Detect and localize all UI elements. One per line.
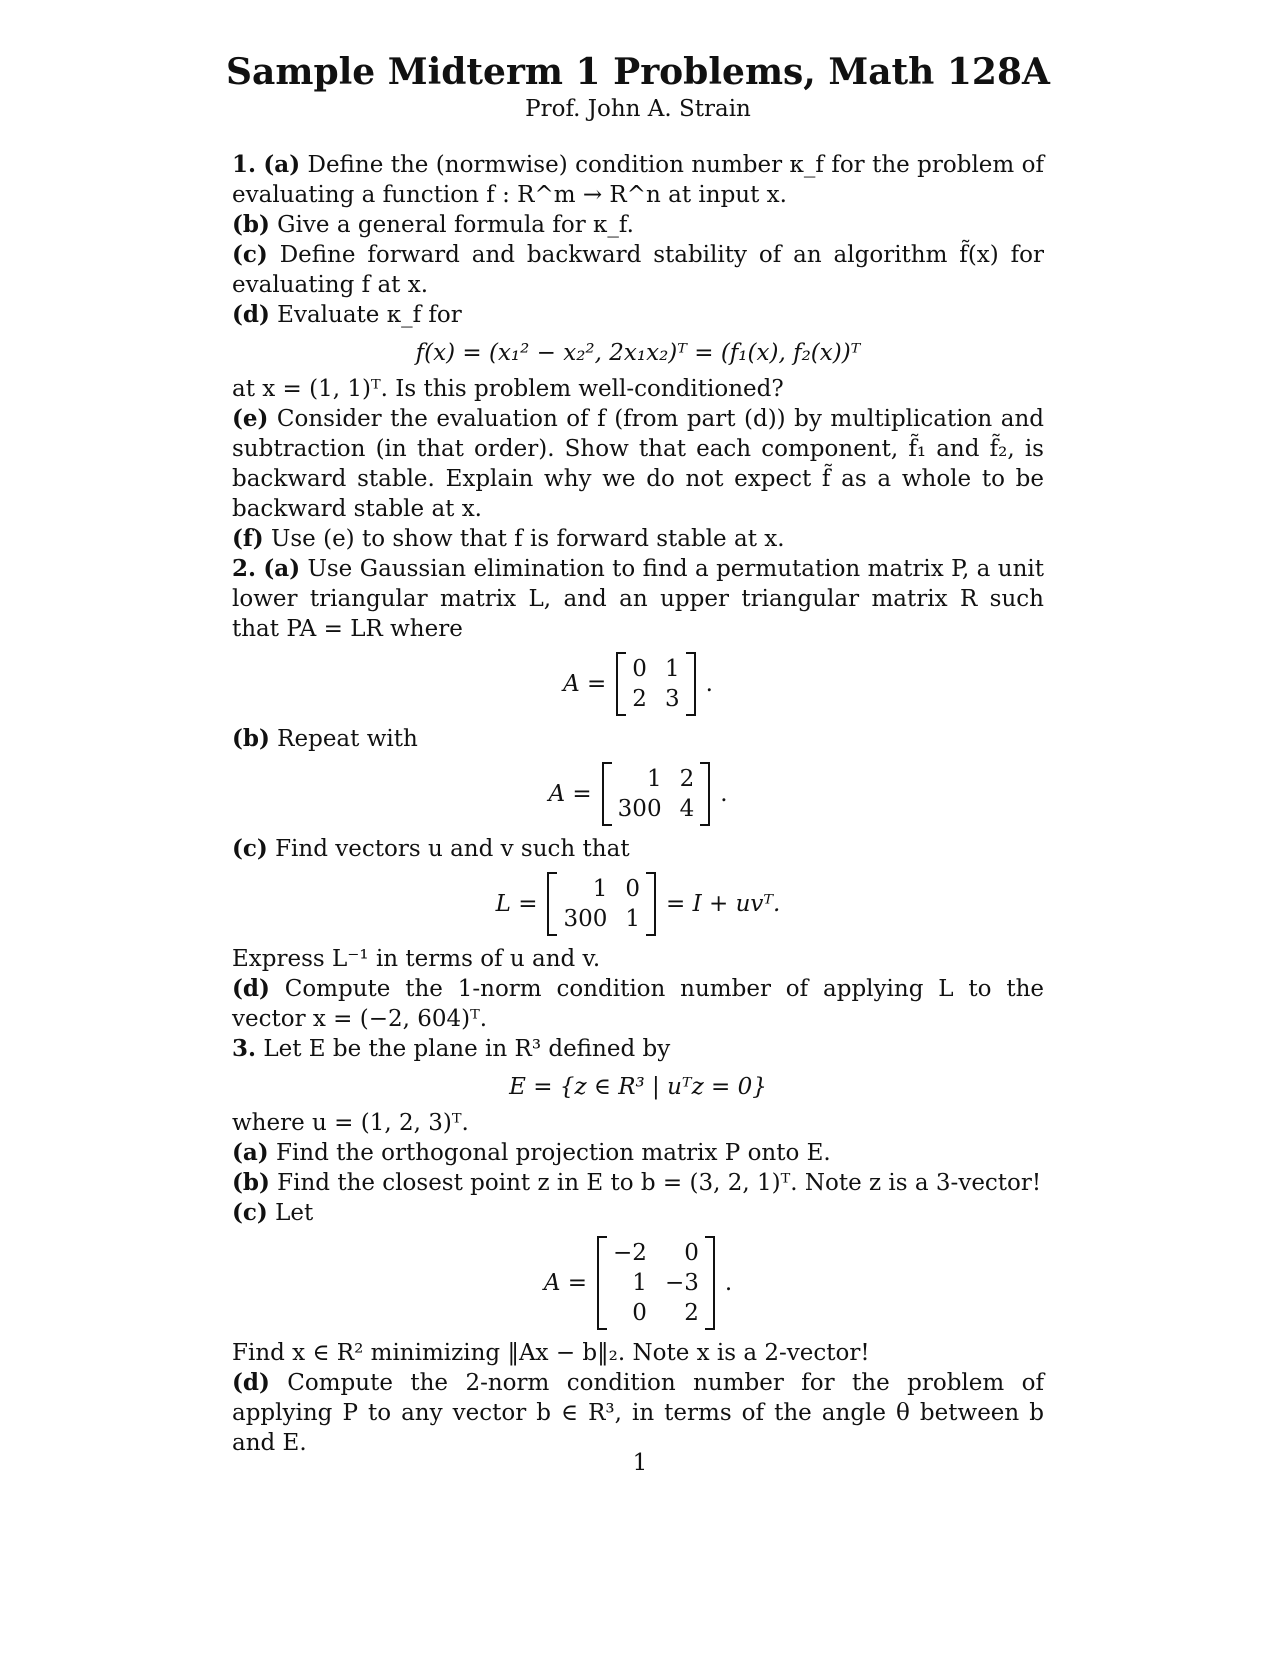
part-label: (b) [232, 1169, 270, 1196]
right-bracket [646, 872, 656, 936]
matrix-cell: 1 [632, 1270, 647, 1296]
problem-2c-continued: Express L⁻¹ in terms of u and v. [232, 946, 601, 972]
part-label: (a) [263, 151, 301, 178]
left-bracket [547, 872, 557, 936]
display-equation: E = {z ∈ R³ | uᵀz = 0} [509, 1074, 767, 1100]
matrix-cell: 1 [592, 876, 608, 902]
problem-1c [232, 240, 1044, 300]
part-text: Let E be the plane in R³ defined by [263, 1036, 671, 1062]
part-text: Find the closest point z in E to b = (3, 2, 1)ᵀ. Note z is a 3-vector! [277, 1170, 1042, 1196]
matrix-cell: 1 [646, 766, 662, 792]
left-bracket [616, 652, 626, 716]
left-bracket [602, 762, 612, 826]
matrix-cell: 3 [664, 686, 680, 712]
matrix-lhs: L = [495, 891, 538, 917]
problem-1d [232, 300, 1044, 330]
part-text: Use Gaussian elimination to find a permutation matrix P, a unit lower triangular matrix L, and an upper triangular matrix R such that PA = LR where [232, 556, 1044, 642]
matrix-cells [626, 652, 685, 716]
problem-3d [232, 1368, 1044, 1458]
matrix-cell: 0 [684, 1240, 699, 1266]
matrix-cell: 2 [684, 1300, 699, 1326]
author-line: Prof. John A. Strain [525, 96, 751, 122]
part-text: Use (e) to show that f is forward stable at x. [270, 526, 785, 552]
problem-1-number: 1. [232, 151, 257, 178]
problem-2d [232, 974, 1044, 1034]
problem-3c-continued: Find x ∈ R² minimizing ‖Ax − b‖₂. Note x is a 2-vector! [232, 1340, 870, 1366]
problem-1b [232, 210, 1044, 240]
part-label: (b) [232, 211, 270, 238]
matrix-lhs: A = [563, 671, 607, 697]
matrix-cells [557, 872, 646, 936]
problem-3-number: 3. [232, 1035, 257, 1062]
matrix-cell: 300 [617, 796, 662, 822]
matrix-lhs: A = [543, 1270, 588, 1296]
part-text: Find vectors u and v such that [275, 836, 630, 862]
part-text: Compute the 2-norm condition number for the problem of applying P to any vector b ∈ R³, in terms of the angle θ between b and E. [232, 1370, 1045, 1456]
problem-3c [232, 1198, 1044, 1228]
problem-3-intro [232, 1034, 1044, 1064]
matrix-cell: 0 [632, 656, 647, 682]
right-bracket [705, 1236, 715, 1330]
period: . [724, 1270, 733, 1296]
page-number: 1 [632, 1450, 648, 1476]
part-label: (d) [232, 301, 270, 328]
matrix-cell: 0 [625, 876, 641, 902]
problem-2-number: 2. [232, 555, 257, 582]
matrix-equation [232, 1236, 1044, 1330]
part-text: Let [275, 1200, 314, 1226]
matrix [597, 1236, 715, 1330]
problem-3a [232, 1138, 1044, 1168]
part-text: Repeat with [277, 726, 418, 752]
problem-1d-continued: at x = (1, 1)ᵀ. Is this problem well-conditioned? [232, 376, 784, 402]
part-label: (c) [232, 241, 268, 268]
part-text: Define forward and backward stability of an algorithm f̃(x) for evaluating f at x. [232, 242, 1044, 298]
matrix-cell: 2 [679, 766, 695, 792]
matrix-equation [232, 872, 1044, 936]
left-bracket [597, 1236, 607, 1330]
part-text: Give a general formula for κ_f. [277, 212, 634, 238]
matrix-lhs: A = [548, 781, 592, 807]
problem-2b [232, 724, 1044, 754]
page-title: Sample Midterm 1 Problems, Math 128A [226, 51, 1050, 93]
part-text: Define the (normwise) condition number κ_f for the problem of evaluating a function f : R^m → R^n at input x. [232, 152, 1044, 208]
problem-2a [232, 554, 1044, 644]
part-label: (d) [232, 975, 270, 1002]
part-label: (b) [232, 725, 270, 752]
matrix-rhs: = I + uvᵀ. [666, 891, 781, 917]
part-text: Compute the 1-norm condition number of applying L to the vector x = (−2, 604)ᵀ. [232, 976, 1044, 1032]
problem-3b [232, 1168, 1044, 1198]
matrix-cell: 0 [632, 1300, 647, 1326]
right-bracket [700, 762, 710, 826]
matrix-cell: 2 [632, 686, 647, 712]
problem-1e [232, 404, 1044, 524]
matrix-cell: 1 [625, 906, 641, 932]
problem-3-where: where u = (1, 2, 3)ᵀ. [232, 1110, 469, 1136]
part-label: (e) [232, 405, 269, 432]
matrix-cells [607, 1236, 705, 1330]
part-label: (c) [232, 1199, 268, 1226]
matrix-equation [232, 762, 1044, 826]
part-label: (a) [232, 1139, 269, 1166]
problem-1a [232, 150, 1044, 210]
problem-1f [232, 524, 1044, 554]
part-text: Evaluate κ_f for [277, 302, 462, 328]
period: . [705, 671, 713, 697]
part-label: (d) [232, 1369, 270, 1396]
display-equation: f(x) = (x₁² − x₂², 2x₁x₂)ᵀ = (f₁(x), f₂(x))ᵀ [415, 340, 861, 366]
problem-2c [232, 834, 1044, 864]
matrix-cell: 300 [563, 906, 608, 932]
part-text: Find the orthogonal projection matrix P onto E. [275, 1140, 831, 1166]
document-page [226, 50, 1050, 1458]
matrix-cell: −2 [613, 1240, 647, 1266]
part-label: (c) [232, 835, 268, 862]
right-bracket [686, 652, 696, 716]
part-label: (a) [263, 555, 301, 582]
matrix-equation [232, 652, 1044, 716]
matrix-cells [612, 762, 701, 826]
matrix [616, 652, 695, 716]
period: . [720, 781, 728, 807]
part-label: (f) [232, 525, 264, 552]
matrix-cell: −3 [664, 1270, 699, 1296]
matrix-cell: 1 [664, 656, 680, 682]
part-text: Consider the evaluation of f (from part (d)) by multiplication and subtraction (in that order). Show that each component, f̃₁ and f̃₂, is backward stable. Explain why we do not expect f̃ as a whole to be backward stable at x. [232, 406, 1045, 522]
matrix [547, 872, 656, 936]
matrix-cell: 4 [679, 796, 695, 822]
matrix [602, 762, 711, 826]
